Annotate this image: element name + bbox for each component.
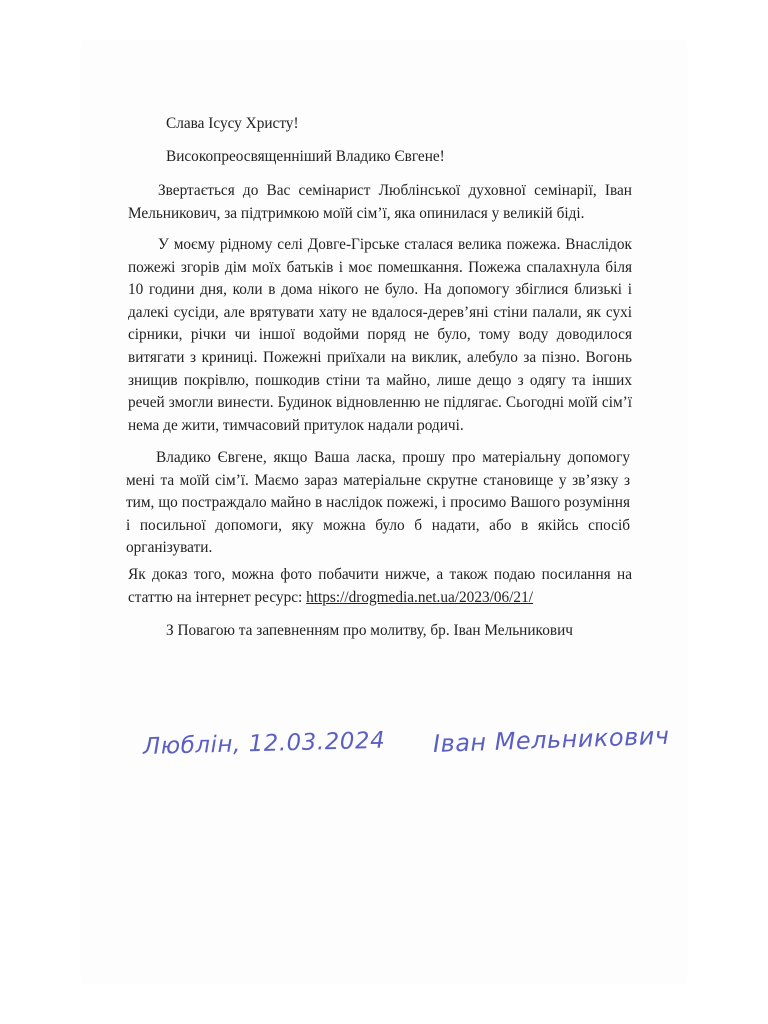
closing-line: З Повагою та запевненням про молитву, бр. Іван Мельникович <box>166 622 573 639</box>
proof-text: Як доказ того, можна фото побачити нижче, а також подаю посилання на статтю на інтернет ресурс: <box>128 566 632 606</box>
greeting-line-1: Слава Ісусу Христу! <box>166 115 299 132</box>
fire-paragraph: У моєму рідному селі Довге-Гірське сталася велика пожежа. Внаслідок пожежі згорів дім моїх батьків і моє помешкання. Пожежа спалахнула біля 10 години дня, коли в дома нікого не було. На допомогу збіглися близькі і далекі сусіди, але врятувати хату не вдалося-дерев’яні стіни палали, як сухі сірники, річки чи іншої водойми поряд не було, тому воду доводилося витягати з криниці. Пожежні приїхали на виклик, алебуло за пізно. Вогонь знищив покрівлю, пошкодив стіни та майно, лише дещо з одягу та інших речей змогли винести. Будинок відновленню не підлягає. Сьогодні моїй сім’ї нема де жити, тимчасовий притулок надали родичі. <box>128 236 632 434</box>
handwritten-signature: Іван Мельникович <box>432 721 670 758</box>
proof-paragraph <box>128 564 632 609</box>
greeting-line-2: Високопреосвященніший Владико Євгене! <box>166 148 445 165</box>
handwritten-place-date: Люблін, 12.03.2024 <box>142 727 386 760</box>
plea-paragraph: Владико Євгене, якщо Ваша ласка, прошу про матеріальну допомогу мені та моїй сім’ї. Маємо зараз матеріальне скрутне становище у зв’язку з тим, що постраждало майно в наслідок пожежі, і просимо Вашого розуміння і посильної допомоги, яку можна було б надати, або в якійсь спосіб організувати. <box>126 449 630 557</box>
intro-paragraph: Звертається до Вас семінарист Люблінської духовної семінарії, Іван Мельникович, за підтримкою моїй сім’ї, яка опинилася у великій біді. <box>128 182 632 222</box>
article-link[interactable]: https://drogmedia.net.ua/2023/06/21/ <box>306 588 533 606</box>
